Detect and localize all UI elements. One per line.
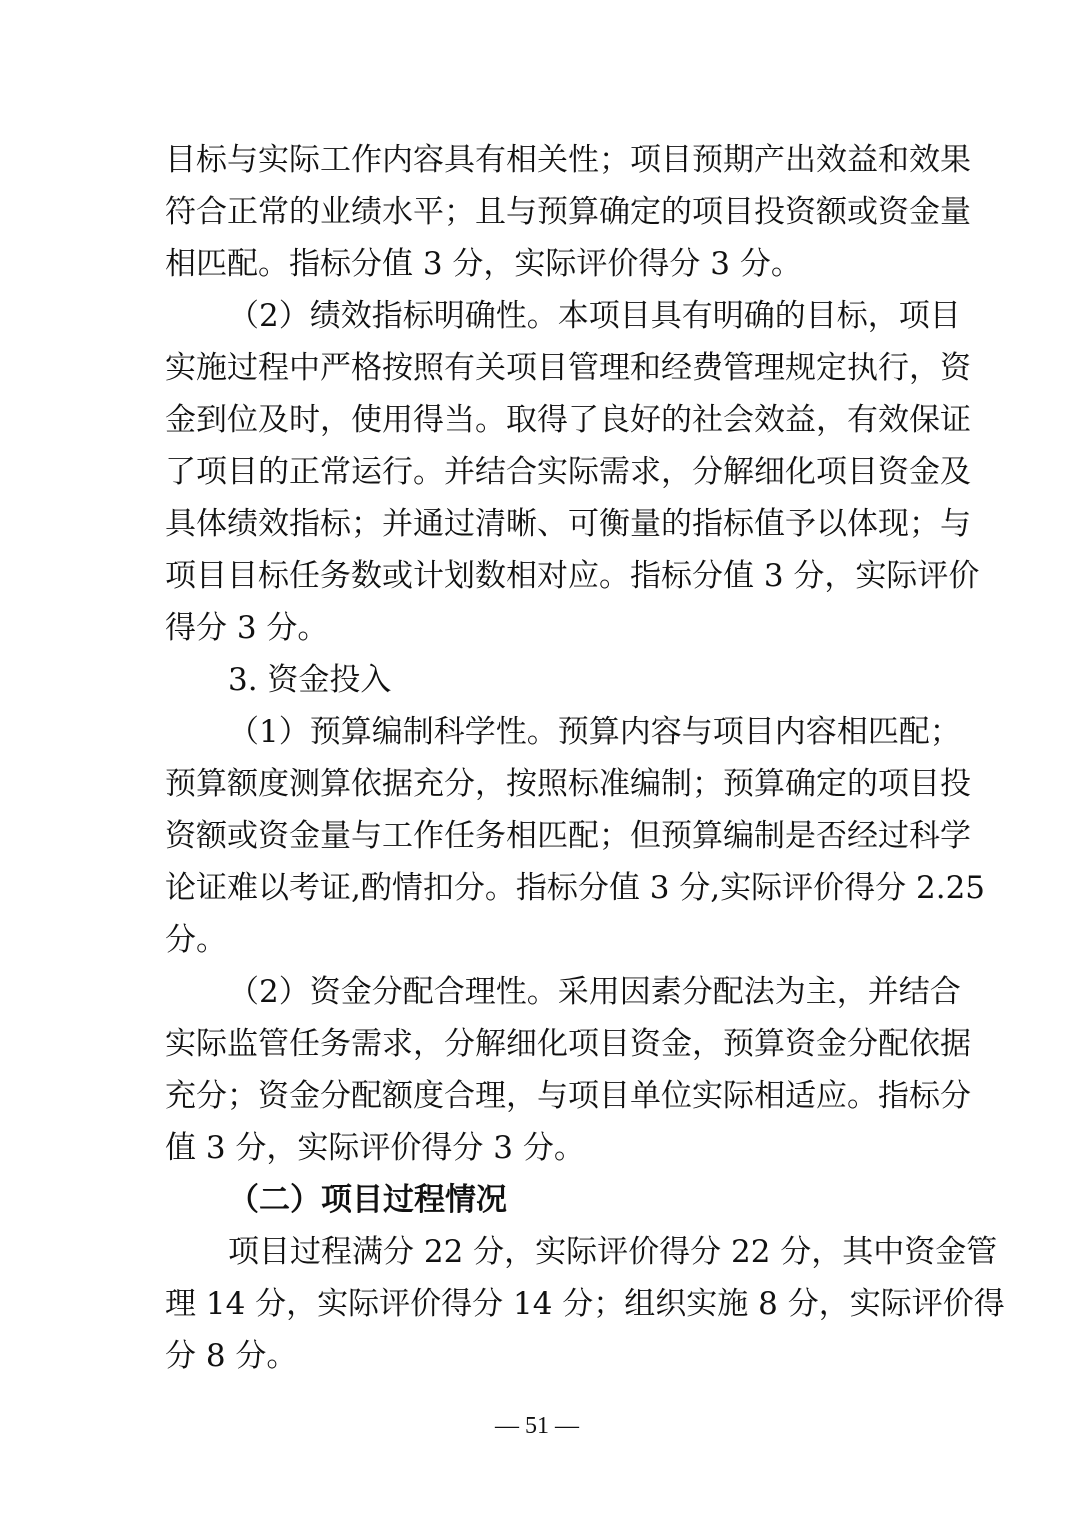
paragraph-line: （2）绩效指标明确性。本项目具有明确的目标，项目 (228, 298, 961, 334)
paragraph-line: 项目目标任务数或计划数相对应。指标分值 3 分，实际评价 (165, 558, 980, 594)
paragraph-line: 分。 (165, 922, 227, 958)
paragraph-line: 项目过程满分 22 分，实际评价得分 22 分，其中资金管 (228, 1234, 998, 1270)
paragraph-line: 目标与实际工作内容具有相关性；项目预期产出效益和效果 (165, 142, 971, 178)
paragraph-line: 得分 3 分。 (165, 610, 329, 646)
paragraph-line: 了项目的正常运行。并结合实际需求，分解细化项目资金及 (165, 454, 971, 490)
paragraph-line: 充分；资金分配额度合理，与项目单位实际相适应。指标分 (165, 1078, 971, 1114)
paragraph-line: 符合正常的业绩水平；且与预算确定的项目投资额或资金量 (165, 194, 971, 230)
paragraph-line: （1）预算编制科学性。预算内容与项目内容相匹配； (228, 714, 961, 750)
paragraph-line: 预算额度测算依据充分，按照标准编制；预算确定的项目投 (165, 766, 971, 802)
paragraph-line: 具体绩效指标；并通过清晰、可衡量的指标值予以体现；与 (165, 506, 971, 542)
paragraph-line: 理 14 分，实际评价得分 14 分；组织实施 8 分，实际评价得 (165, 1286, 1005, 1322)
paragraph-line: 金到位及时，使用得当。取得了良好的社会效益，有效保证 (165, 402, 971, 438)
paragraph-line: 资额或资金量与工作任务相匹配；但预算编制是否经过科学 (165, 818, 971, 854)
paragraph-line: 实际监管任务需求，分解细化项目资金，预算资金分配依据 (165, 1026, 971, 1062)
paragraph-line: 值 3 分，实际评价得分 3 分。 (165, 1130, 585, 1166)
paragraph-line: 分 8 分。 (165, 1338, 298, 1374)
paragraph-line: 论证难以考证,酌情扣分。指标分值 3 分,实际评价得分 2.25 (165, 870, 986, 906)
section-heading: （二）项目过程情况 (228, 1182, 507, 1218)
paragraph-line: （2）资金分配合理性。采用因素分配法为主，并结合 (228, 974, 961, 1010)
page-number: — 51 — (495, 1413, 579, 1439)
section-heading: 3. 资金投入 (228, 662, 392, 698)
paragraph-line: 相匹配。指标分值 3 分，实际评价得分 3 分。 (165, 246, 802, 282)
paragraph-line: 实施过程中严格按照有关项目管理和经费管理规定执行，资 (165, 350, 971, 386)
